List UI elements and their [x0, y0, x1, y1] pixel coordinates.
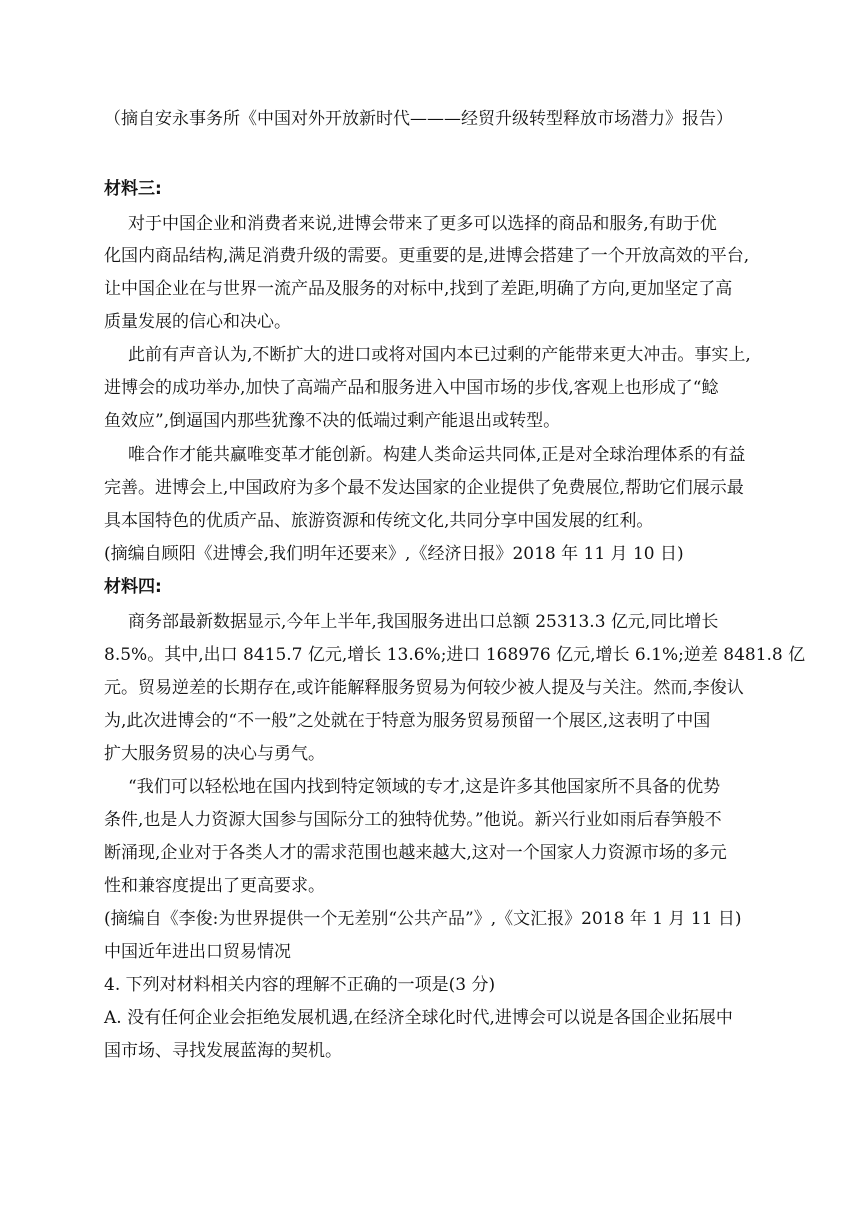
material-3-p3-line: 唯合作才能共赢唯变革才能创新。构建人类命运共同体,正是对全球治理体系的有益 — [128, 445, 746, 465]
material-3-p2-line: 进博会的成功举办,加快了高端产品和服务进入中国市场的步伐,客观上也形成了“鲶 — [104, 378, 719, 398]
chart-caption: 中国近年进出口贸易情况 — [104, 942, 291, 962]
source-citation-3: (摘编自《李俊:为世界提供一个无差别“公共产品”》,《文汇报》2018 年 1 月 11 日) — [104, 909, 742, 929]
material-3-heading: 材料三: — [104, 179, 162, 199]
material-4-p1-line: 元。贸易逆差的长期存在,或许能解释服务贸易为何较少被人提及与关注。然而,李俊认 — [104, 678, 744, 698]
question-4-stem: 4. 下列对材料相关内容的理解不正确的一项是(3 分) — [104, 975, 496, 995]
material-3-p3-line: 具本国特色的优质产品、旅游资源和传统文化,共同分享中国发展的红利。 — [104, 511, 654, 531]
material-4-p2-line: 性和兼容度提出了更高要求。 — [104, 876, 325, 896]
material-3-p2-line: 鱼效应”,倒逼国内那些犹豫不决的低端过剩产能退出或转型。 — [104, 411, 561, 431]
material-3-p1-line: 对于中国企业和消费者来说,进博会带来了更多可以选择的商品和服务,有助于优 — [128, 214, 717, 234]
material-4-p1-line: 商务部最新数据显示,今年上半年,我国服务进出口总额 25313.3 亿元,同比增长 — [128, 612, 719, 632]
material-3-p3-line: 完善。进博会上,中国政府为多个最不发达国家的企业提供了免费展位,帮助它们展示最 — [104, 478, 744, 498]
material-4-p2-line: 条件,也是人力资源大国参与国际分工的独特优势。”他说。新兴行业如雨后春笋般不 — [104, 810, 722, 830]
material-3-p1-line: 化国内商品结构,满足消费升级的需要。更重要的是,进博会搭建了一个开放高效的平台, — [104, 246, 750, 266]
material-3-p1-line: 质量发展的信心和决心。 — [104, 312, 291, 332]
material-4-p1-line: 扩大服务贸易的决心与勇气。 — [104, 744, 325, 764]
source-citation-1: （摘自安永事务所《中国对外开放新时代———经贸升级转型释放市场潜力》报告） — [104, 109, 733, 129]
material-4-heading: 材料四: — [104, 577, 162, 597]
material-4-p1-line: 为,此次进博会的“不一般”之处就在于特意为服务贸易预留一个展区,这表明了中国 — [104, 711, 711, 731]
material-4-p2-line: “我们可以轻松地在国内找到特定领域的专才,这是许多其他国家所不具备的优势 — [128, 777, 721, 797]
material-3-p2-line: 此前有声音认为,不断扩大的进口或将对国内本已过剩的产能带来更大冲击。事实上, — [128, 345, 751, 365]
material-4-p2-line: 断涌现,企业对于各类人才的需求范围也越来越大,这对一个国家人力资源市场的多元 — [104, 843, 727, 863]
question-4-option-a-line: 国市场、寻找发展蓝海的契机。 — [104, 1041, 342, 1061]
question-4-option-a-line: A. 没有任何企业会拒绝发展机遇,在经济全球化时代,进博会可以说是各国企业拓展中 — [104, 1008, 733, 1028]
source-citation-2: (摘编自顾阳《进博会,我们明年还要来》,《经济日报》2018 年 11 月 10 日) — [104, 544, 684, 564]
material-4-p1-line: 8.5%。其中,出口 8415.7 亿元,增长 13.6%;进口 168976 亿元,增长 6.1%;逆差 8481.8 亿 — [104, 645, 806, 665]
material-3-p1-line: 让中国企业在与世界一流产品及服务的对标中,找到了差距,明确了方向,更加坚定了高 — [104, 279, 733, 299]
